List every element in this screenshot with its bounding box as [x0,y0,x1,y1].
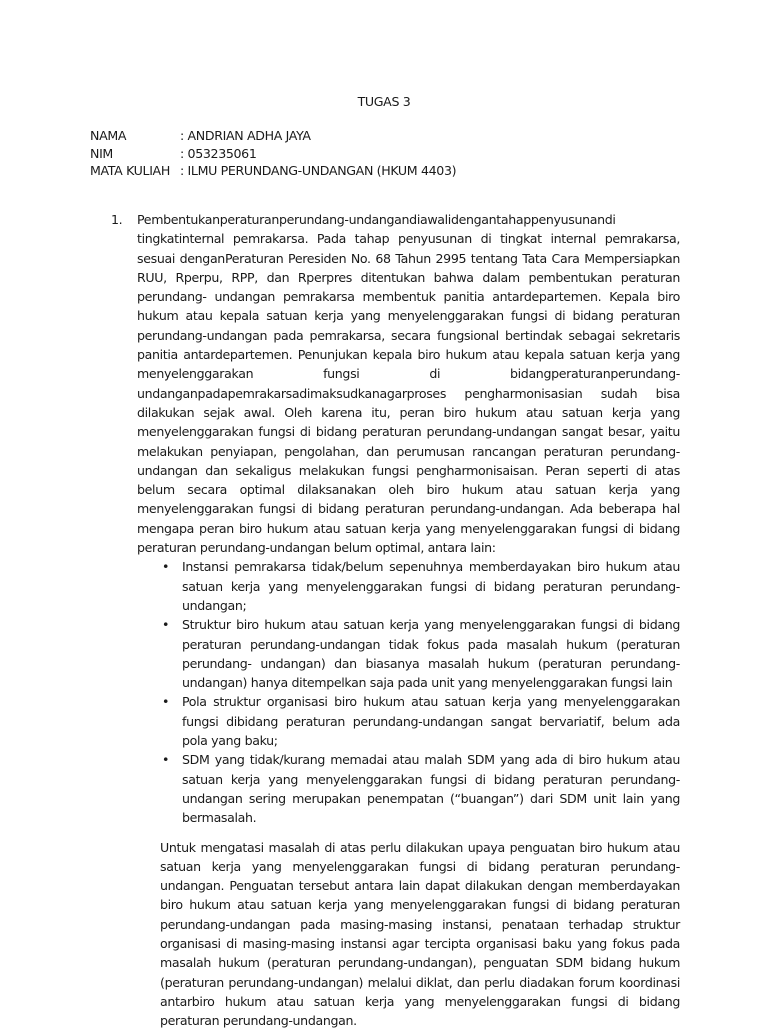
meta-label: MATA KULIAH [90,162,180,180]
meta-label: NAMA [90,127,180,145]
meta-value: : 053235061 [180,145,257,163]
meta-value: : ANDRIAN ADHA JAYA [180,127,311,145]
bullet-text: Instansi pemrakarsa tidak/belum sepenuhnya memberdayakan biro hukum atau satuan kerja yang menyelenggarakan fungsi di bidang peraturan perundang-undangan; [182,559,680,613]
list-item-body [137,210,680,1030]
bullet-icon: • [162,557,169,576]
meta-row-nama [90,127,490,145]
closing-paragraph: Untuk mengatasi masalah di atas perlu dilakukan upaya penguatan biro hukum atau satuan kerja yang menyelenggarakan fungsi di bidang peraturan perundang-undangan. Penguatan tersebut antara lain dapat dilakukan dengan memberdayakan biro hukum atau satuan kerja yang menyelenggarakan fungsi di bidang peraturan perundang-undangan pada masing-masing instansi, penataan terhadap struktur organisasi di masing-masing instansi agar tercipta organisasi baku yang fokus pada masalah hukum (peraturan perundang-undangan), penguatan SDM bidang hukum (peraturan perundang-undangan) melalui diklat, dan perlu diadakan forum koordinasi antarbiro hukum atau satuan kerja yang menyelenggarakan fungsi di bidang peraturan perundang-undangan. [160,838,680,1030]
meta-row-mata-kuliah [90,162,490,180]
meta-value: : ILMU PERUNDANG-UNDANGAN (HKUM 4403) [180,162,456,180]
list-item-number: 1. [111,210,122,229]
document-title: TUGAS 3 [0,93,768,111]
answer-list [115,210,680,1030]
bullet-item [160,692,680,750]
bullet-text: SDM yang tidak/kurang memadai atau malah SDM yang ada di biro hukum atau satuan kerja yang menyelenggarakan fungsi di bidang peraturan perundang-undangan sering merupakan penempatan (“buangan”) dari SDM unit lain yang bermasalah. [182,752,680,825]
student-info [90,127,490,180]
bullet-list [160,557,680,827]
meta-row-nim [90,145,490,163]
answer-paragraph: Pembentukanperaturanperundang-undangandiawalidengantahappenyusunandi tingkatinternal pemrakarsa. Pada tahap penyusunan di tingkat internal pemrakarsa, sesuai denganPeraturan Peresiden No. 68 Tahun 2995 tentang Tata Cara Mempersiapkan RUU, Rperpu, RPP, dan Rperpres ditentukan bahwa dalam pembentukan peraturan perundang- undangan pemrakarsa membentuk panitia antardepartemen. Kepala biro hukum atau kepala satuan kerja yang menyelenggarakan fungsi di bidang peraturan perundang-undangan pada pemrakarsa, secara fungsional bertindak sebagai sekretaris panitia antardepartemen. Penunjukan kepala biro hukum atau kepala satuan kerja yang menyelenggarakan fungsi di bidangperaturanperundang-undanganpadapemrakarsadimaksudkanagarproses pengharmonisasian sudah bisa dilakukan sejak awal. Oleh karena itu, peran biro hukum atau satuan kerja yang menyelenggarakan fungsi di bidang peraturan perundang-undangan sangat besar, yaitu melakukan penyiapan, pengolahan, dan perumusan rancangan peraturan perundang-undangan dan sekaligus melakukan fungsi pengharmonisaisan. Peran seperti di atas belum secara optimal dilaksanakan oleh biro hukum atau satuan kerja yang menyelenggarakan fungsi di bidang peraturan perundang-undangan. Ada beberapa hal mengapa peran biro hukum atau satuan kerja yang menyelenggarakan fungsi di bidang peraturan perundang-undangan belum optimal, antara lain: [137,210,680,557]
bullet-icon: • [162,750,169,769]
bullet-item [160,750,680,827]
bullet-text: Pola struktur organisasi biro hukum atau satuan kerja yang menyelenggarakan fungsi dibidang peraturan perundang-undangan sangat bervariatif, belum ada pola yang baku; [182,694,680,748]
bullet-item [160,557,680,615]
bullet-icon: • [162,615,169,634]
bullet-text: Struktur biro hukum atau satuan kerja yang menyelenggarakan fungsi di bidang peraturan perundang-undangan tidak fokus pada masalah hukum (peraturan perundang- undangan) dan biasanya masalah hukum (peraturan perundang-undangan) hanya ditempelkan saja pada unit yang menyelenggarakan fungsi lain [182,617,680,690]
meta-label: NIM [90,145,180,163]
bullet-item [160,615,680,692]
bullet-icon: • [162,692,169,711]
